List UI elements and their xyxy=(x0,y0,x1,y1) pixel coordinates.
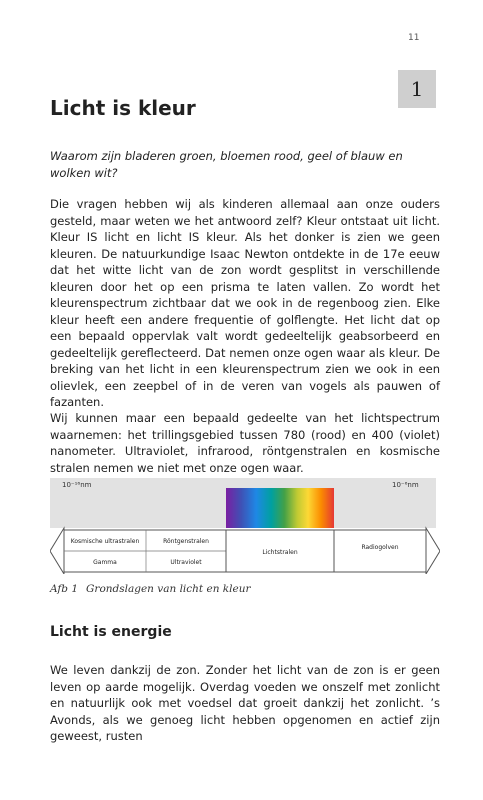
label-radiogolven: Radiogolven xyxy=(361,544,399,551)
body-paragraph-3: We leven dankzij de zon. Zonder het licht van de zon is er geen leven op aarde mogelijk. Overdag voeden we onszelf met zonlicht en natuurlijk ook met voedsel dat groeit dankzij het zonlicht. ’s Avonds, als we genoeg licht hebben opgenomen en actief zijn geweest, rusten xyxy=(50,663,440,743)
spectrum-diagram xyxy=(50,478,440,574)
label-gamma: Gamma xyxy=(93,559,117,566)
body-paragraph-2: Wij kunnen maar een bepaald gedeelte van het lichtspectrum waarnemen: het trillingsgebied tussen 780 (rood) en 400 (violet) nanometer. Ultraviolet, infrarood, röntgenstralen en kosmische stralen nemen we niet met onze ogen waar. xyxy=(50,411,440,475)
chapter-title: Licht is kleur xyxy=(50,96,196,120)
intro-question: Waarom zijn bladeren groen, bloemen rood, geel of blauw en wolken wit? xyxy=(50,149,403,180)
spectrum-figure xyxy=(50,478,440,574)
left-arrowhead xyxy=(50,528,64,574)
visible-spectrum-band xyxy=(226,488,334,528)
caption-text: Grondslagen van licht en kleur xyxy=(86,583,251,595)
label-ultraviolet: Ultraviolet xyxy=(170,559,202,566)
page-number: 11 xyxy=(408,33,420,43)
label-lichtstralen: Lichtstralen xyxy=(262,549,298,556)
caption-label: Afb 1 xyxy=(50,583,79,595)
right-arrowhead xyxy=(426,528,440,574)
section-title: Licht is energie xyxy=(50,624,172,640)
left-scale-label: 10⁻¹⁶nm xyxy=(62,481,92,489)
right-scale-label: 10⁻⁶nm xyxy=(392,481,419,489)
chapter-number-badge: 1 xyxy=(398,70,436,108)
label-rontgen: Röntgenstralen xyxy=(163,538,209,545)
label-kosmische: Kosmische ultrastralen xyxy=(70,538,140,545)
body-paragraph-1: Die vragen hebben wij als kinderen allemaal aan onze ouders gesteld, maar weten we het antwoord zelf? Kleur ontstaat uit licht. Kleur IS licht en licht IS kleur. Als het donker is zien we geen kleuren. De natuurkundige Isaac Newton ontdekte in de 17e eeuw dat het witte licht van de zon wordt gesplitst in verschillende kleuren door het op een prisma te laten vallen. Zo wordt het kleurenspectrum zichtbaar dat we ook in de regenboog zien. Elke kleur heeft een andere frequentie of golflengte. Het licht dat op een bepaald oppervlak valt wordt gedeeltelijk geabsorbeerd en gedeeltelijk gereflecteerd. Dat nemen onze ogen waar als kleur. De breking van het licht in een kleurenspectrum zien we ook in een olievlek, een zeepbel of in de veren van vogels als pauwen of fazanten. xyxy=(50,197,440,409)
figure-caption xyxy=(50,583,259,595)
